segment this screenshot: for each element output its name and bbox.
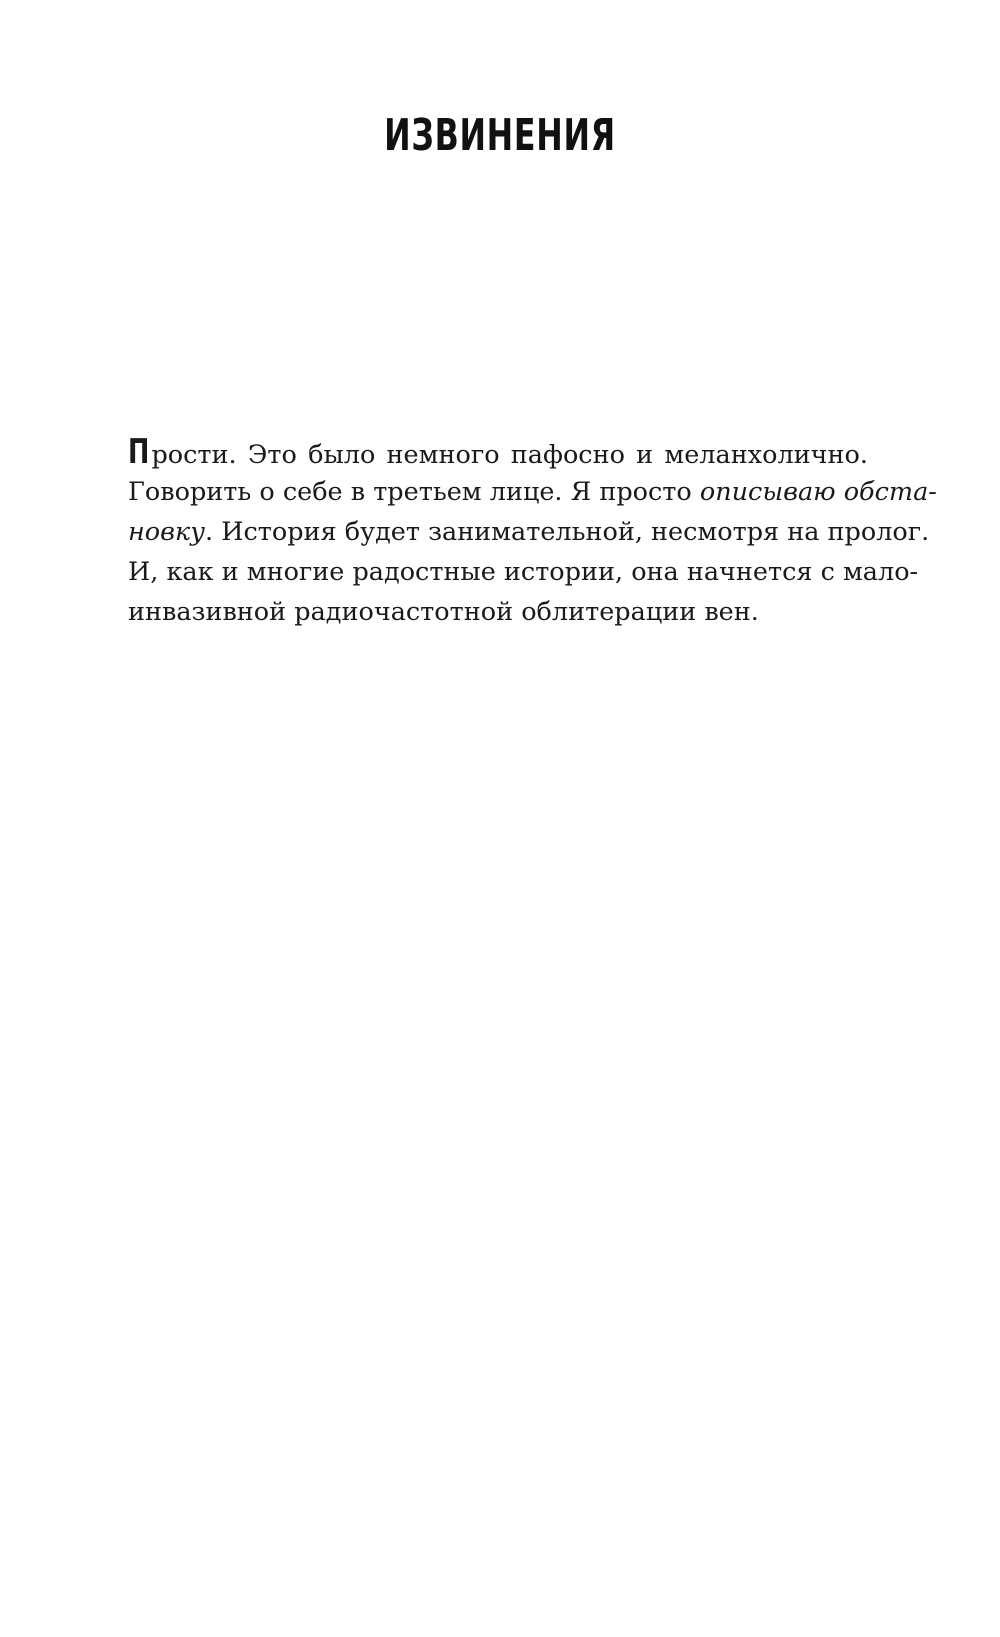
line-5-text: инвазивной радиочастотной облитерации вен. (128, 597, 759, 627)
line-2-text: Говорить о себе в третьем лице. Я просто (128, 477, 700, 507)
body-paragraph (128, 432, 937, 632)
line-4-text: И, как и многие радостные истории, она начнется с мало- (128, 557, 919, 587)
paragraph-line-2 (128, 472, 937, 512)
paragraph-line-4 (128, 552, 919, 592)
chapter-title: ИЗВИНЕНИЯ (384, 110, 616, 161)
paragraph-line-1 (128, 432, 868, 472)
paragraph-line-5 (128, 592, 868, 632)
line-2-italic: описываю обста- (699, 477, 937, 507)
line-3-italic: новку (128, 517, 206, 547)
line-3-text: . История будет занимательной, несмотря на пролог. (205, 517, 930, 547)
drop-cap: П (128, 432, 150, 472)
line-1-text: рости. Это было немного пафосно и меланхолично. (151, 440, 868, 470)
paragraph-line-3 (128, 512, 930, 552)
